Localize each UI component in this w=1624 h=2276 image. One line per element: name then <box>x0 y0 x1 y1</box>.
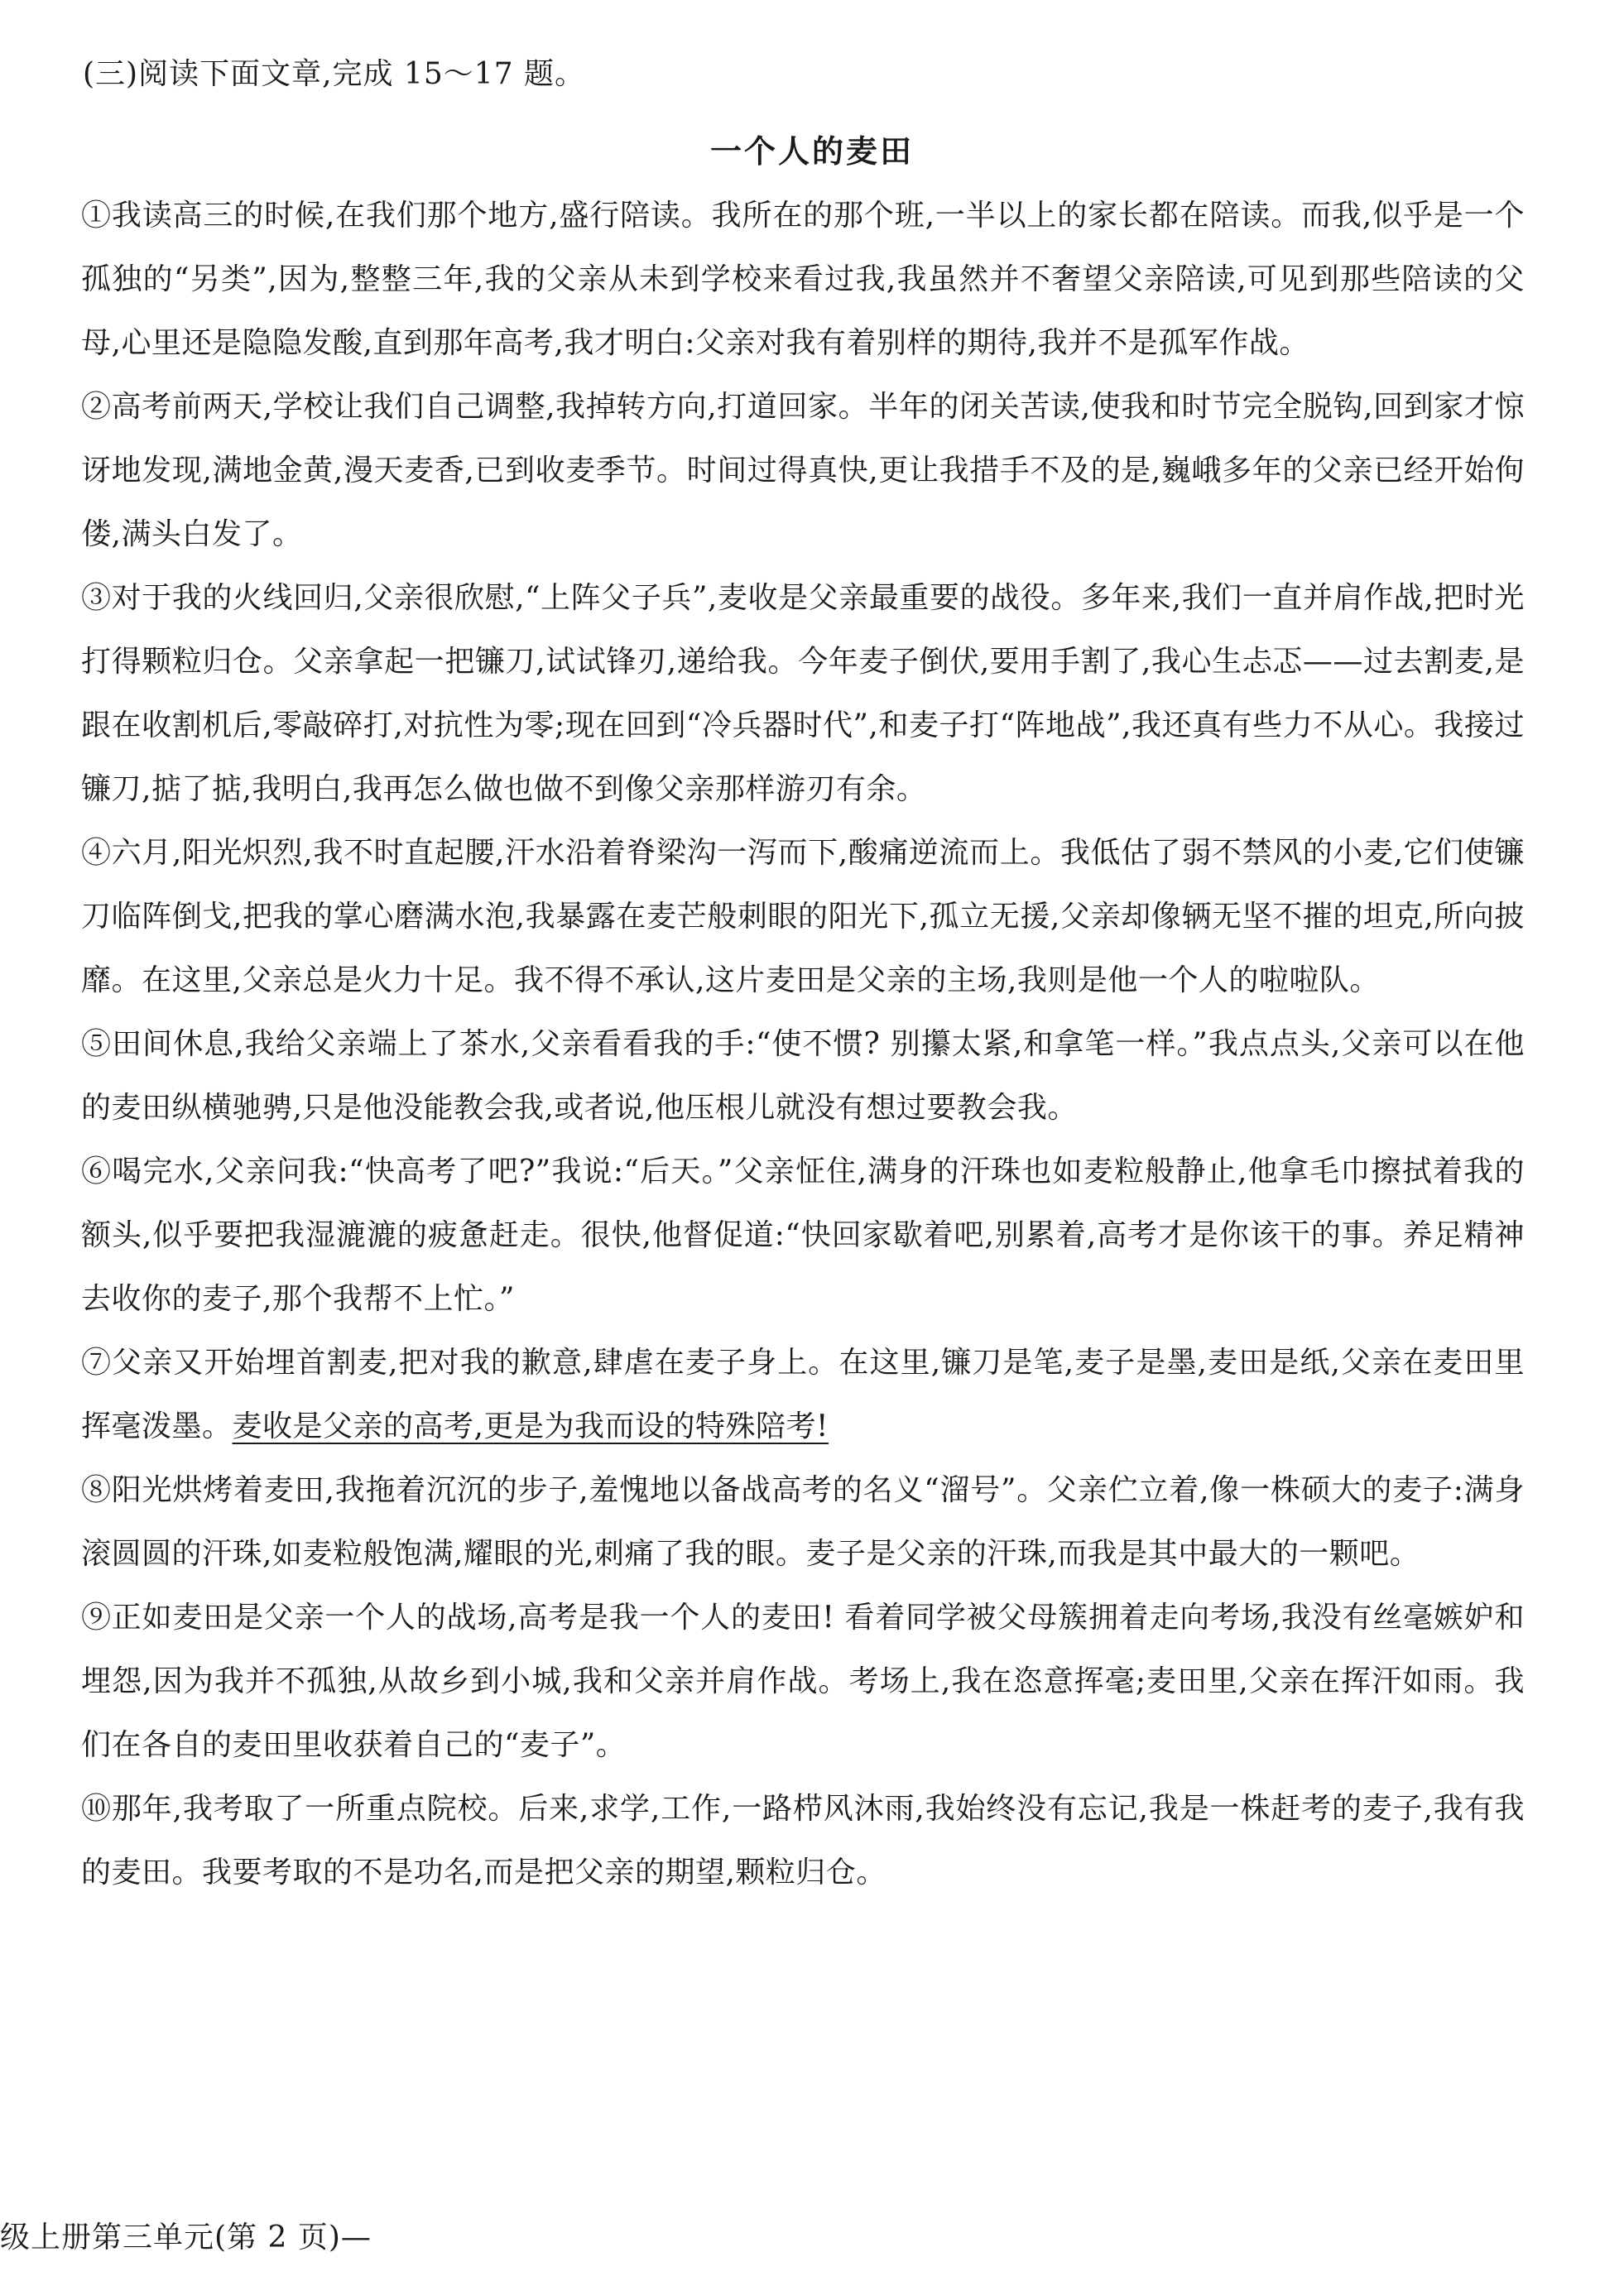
paragraph-number: ① <box>81 199 112 233</box>
paragraph-number: ③ <box>81 581 112 615</box>
paragraph-6 <box>81 1140 1525 1331</box>
paragraph-5 <box>81 1012 1525 1140</box>
paragraph-text: 那年,我考取了一所重点院校。后来,求学,工作,一路栉风沐雨,我始终没有忘记,我是一株赶考的麦子,我有我的麦田。我要考取的不是功名,而是把父亲的期望,颗粒归仓。 <box>81 1792 1525 1889</box>
article-title: 一个人的麦田 <box>709 133 914 170</box>
paragraph-number: ⑨ <box>81 1601 112 1635</box>
paragraph-text: 我读高三的时候,在我们那个地方,盛行陪读。我所在的那个班,一半以上的家长都在陪读。而我,似乎是一个孤独的“另类”,因为,整整三年,我的父亲从未到学校来看过我,我虽然并不奢望父亲陪读,可见到那些陪读的父母,心里还是隐隐发酸,直到那年高考,我才明白:父亲对我有着别样的期待,我并不是孤军作战。 <box>81 199 1525 360</box>
paragraph-text: 喝完水,父亲问我:“快高考了吧?”我说:“后天。”父亲怔住,满身的汗珠也如麦粒般静止,他拿毛巾擦拭着我的额头,似乎要把我湿漉漉的疲惫赶走。很快,他督促道:“快回家歇着吧,别累着,高考才是你该干的事。养足精神去收你的麦子,那个我帮不上忙。” <box>81 1155 1525 1316</box>
paragraph-number: ⑤ <box>81 1027 113 1061</box>
section-heading: (三)阅读下面文章,完成 15～17 题。 <box>83 57 586 91</box>
paragraph-7 <box>81 1331 1525 1458</box>
paragraph-text: 正如麦田是父亲一个人的战场,高考是我一个人的麦田! 看着同学被父母簇拥着走向考场,我没有丝毫嫉妒和埋怨,因为我并不孤独,从故乡到小城,我和父亲并肩作战。考场上,我在恣意挥毫;麦田里,父亲在挥汗如雨。我们在各自的麦田里收获着自己的“麦子”。 <box>81 1601 1525 1762</box>
paragraph-number: ④ <box>81 836 112 870</box>
article-body <box>81 184 1525 1904</box>
paragraph-text: 阳光烘烤着麦田,我拖着沉沉的步子,羞愧地以备战高考的名义“溜号”。父亲伫立着,像一株硕大的麦子:满身滚圆圆的汗珠,如麦粒般饱满,耀眼的光,刺痛了我的眼。麦子是父亲的汗珠,而我是其中最大的一颗吧。 <box>81 1473 1525 1571</box>
paragraph-2 <box>81 375 1525 566</box>
paragraph-number: ② <box>81 390 112 424</box>
paragraph-text: 父亲又开始埋首割麦,把对我的歉意,肆虐在麦子身上。在这里,镰刀是笔,麦子是墨,麦田是纸,父亲在麦田里挥毫泼墨。 <box>81 1346 1525 1443</box>
paragraph-number: ⑧ <box>81 1473 112 1507</box>
paragraph-number: ⑥ <box>81 1155 113 1188</box>
paragraph-8 <box>81 1458 1525 1586</box>
paragraph-10 <box>81 1777 1525 1904</box>
paragraph-text: 对于我的火线回归,父亲很欣慰,“上阵父子兵”,麦收是父亲最重要的战役。多年来,我们一直并肩作战,把时光打得颗粒归仓。父亲拿起一把镰刀,试试锋刃,递给我。今年麦子倒伏,要用手割了,我心生忐忑——过去割麦,是跟在收割机后,零敲碎打,对抗性为零;现在回到“冷兵器时代”,和麦子打“阵地战”,我还真有些力不从心。我接过镰刀,掂了掂,我明白,我再怎么做也做不到像父亲那样游刃有余。 <box>81 581 1525 806</box>
paragraph-text: 田间休息,我给父亲端上了茶水,父亲看看我的手:“使不惯? 别攥太紧,和拿笔一样。”我点点头,父亲可以在他的麦田纵横驰骋,只是他没能教会我,或者说,他压根儿就没有想过要教会我。 <box>81 1027 1525 1125</box>
paragraph-9 <box>81 1586 1525 1777</box>
paragraph-text: 高考前两天,学校让我们自己调整,我掉转方向,打道回家。半年的闭关苦读,使我和时节完全脱钩,回到家才惊讶地发现,满地金黄,漫天麦香,已到收麦季节。时间过得真快,更让我措手不及的是,巍峨多年的父亲已经开始佝偻,满头白发了。 <box>81 390 1525 551</box>
paragraph-1 <box>81 184 1525 375</box>
paragraph-number: ⑦ <box>81 1346 113 1380</box>
paragraph-number: ⑩ <box>81 1792 112 1826</box>
underlined-sentence: 麦收是父亲的高考,更是为我而设的特殊陪考! <box>232 1409 829 1443</box>
page-footer: 级上册第三单元(第 2 页)— <box>0 2221 372 2254</box>
paragraph-3 <box>81 566 1525 821</box>
paragraph-4 <box>81 821 1525 1012</box>
paragraph-text: 六月,阳光炽烈,我不时直起腰,汗水沿着脊梁沟一泻而下,酸痛逆流而上。我低估了弱不禁风的小麦,它们使镰刀临阵倒戈,把我的掌心磨满水泡,我暴露在麦芒般刺眼的阳光下,孤立无援,父亲却像辆无坚不摧的坦克,所向披靡。在这里,父亲总是火力十足。我不得不承认,这片麦田是父亲的主场,我则是他一个人的啦啦队。 <box>81 836 1525 997</box>
